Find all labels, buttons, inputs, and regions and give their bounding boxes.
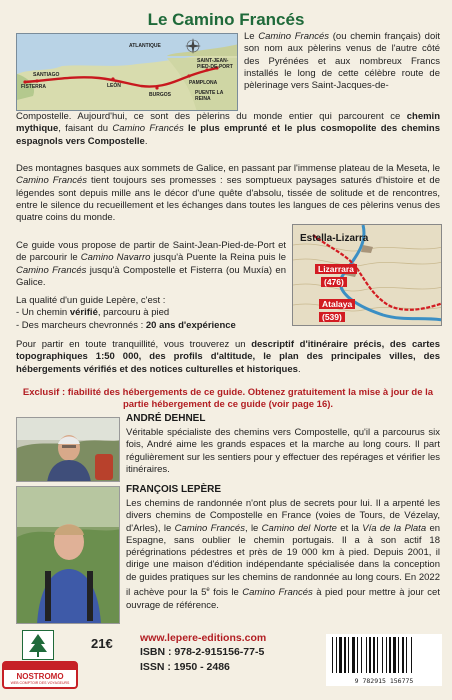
quality-heading: La qualité d'un guide Lepère, c'est : xyxy=(16,295,166,306)
itinerary-paragraph: Ce guide vous propose de partir de Saint-Jean-Pied-de-Port et de parcourir le Camino Navarro jusqu'à Puente la Reina puis le Camino Francés jusqu'à Compostelle et Fisterra (ou Muxía) en Galice. xyxy=(16,240,286,288)
barcode-bar xyxy=(377,637,378,673)
publisher-website-link[interactable]: www.lepere-editions.com xyxy=(140,632,267,644)
barcode-bar xyxy=(382,637,383,673)
barcode-bar xyxy=(386,637,387,673)
map-label-fisterra: FISTERRA xyxy=(21,84,46,90)
map-label-burgos: BURGOS xyxy=(149,92,171,98)
author-photo-andre xyxy=(16,417,120,482)
barcode-bar xyxy=(339,637,342,673)
page-title: Le Camino Francés xyxy=(147,10,305,29)
store-name: NOSTROMO xyxy=(16,672,64,681)
barcode-bar xyxy=(398,637,399,673)
topo-label-estella: Estella-Lizarra xyxy=(300,233,369,244)
barcode-bar xyxy=(361,637,362,673)
barcode-bar xyxy=(357,637,358,673)
barcode-bars xyxy=(330,637,438,675)
author1-bio: Véritable spécialiste des chemins vers Compostelle, qu'il a parcourus six fois, André aime les grands espaces et la marche au long cours. Il part régulièrement sur les sentiers pour y effectuer des repérages et vérifier les itinéraires. xyxy=(126,427,440,475)
issn: ISSN : 1950 - 2486 xyxy=(140,661,230,673)
description-paragraph: Des montagnes basques aux sommets de Galice, en passant par l'immense plateau de la Meseta, le Camino Francés tient toujours ses promesses : ses somptueux paysages saturés d'histoire et de légendes sont depuis mille ans le décor d'une quête d'absolu, tissée de solitude et de rencontres, entre le silence du recueillement et les échanges dans toutes les langues de ces pèlerins venus des quatre coins du monde. xyxy=(16,163,440,224)
route-map xyxy=(16,33,238,111)
barcode-bar xyxy=(406,637,407,673)
barcode-bar xyxy=(393,637,396,673)
barcode-bar xyxy=(344,637,346,673)
author-photo-francois xyxy=(16,486,120,624)
topo-label-lizarrara-alt: (476) xyxy=(321,277,347,287)
contents-paragraph: Pour partir en toute tranquillité, vous trouverez un descriptif d'itinéraire précis, des cartes topographiques 1:50 000, des profils d'altitude, le plan des principales villes, des hébergements vérifiés et des notices culturelles et historiques. xyxy=(16,339,440,375)
store-tagline: WEB COMPTOIR DES VOYAGEURS xyxy=(10,681,70,685)
barcode-bar xyxy=(411,637,412,673)
isbn: ISBN : 978-2-915156-77-5 xyxy=(140,646,265,658)
store-badge xyxy=(2,661,78,689)
exclusive-notice: Exclusif : fiabilité des hébergements de ce guide. Obtenez gratuitement la mise à jour de la partie hébergement de ce guide (voir page 16). xyxy=(22,387,434,411)
quality-item-experience: - Des marcheurs chevronnés : 20 ans d'expérience xyxy=(16,319,236,331)
map-label-leon: LEÓN xyxy=(107,83,121,89)
author2-bio: Les chemins de randonnée n'ont plus de secrets pour lui. Il a arpenté les divers chemins de Compostelle en France (voies de Tours, de Vézelay, d'Arles), le Camino Francés, le Camino del Norte et la Vía de la Plata en Espagne, sans oublier le chemin portugais. Il a à son actif 18 pérégrinations pédestres et près de 19 000 km à pied. Depuis 2001, il dirige une maison d'édition indépendante spécialisée dans la conception de guides pratiques sur les chemins de randonnée au long cours. En 2022 il achève pour la 5e fois le Camino Francés à pied pour mettre à jour cet ouvrage de référence. xyxy=(126,498,441,611)
map-label-saint-jean: SAINT-JEAN-PIED-DE-PORT xyxy=(197,58,233,70)
author1-name: ANDRÉ DEHNEL xyxy=(126,413,206,424)
barcode-digits: 9 782915 156775 xyxy=(354,677,414,685)
intro-paragraph-top: Le Camino Francés (ou chemin français) doit son nom aux pèlerins venus de l'autre côté des Pyrénées et aux nombreux Francs installés le long de cette célèbre route de pèlerinage vers Saint-Jacques-de- xyxy=(244,31,440,92)
fsc-logo-icon xyxy=(22,630,54,660)
topo-label-atalaya: Atalaya xyxy=(319,299,355,309)
map-label-pamplona: PAMPLONA xyxy=(189,80,218,86)
quality-item-verified: - Un chemin vérifié, parcouru à pied xyxy=(16,307,170,319)
barcode-bar xyxy=(389,637,391,673)
quality-list xyxy=(16,295,286,332)
topo-label-atalaya-alt: (539) xyxy=(319,312,345,322)
barcode-bar xyxy=(336,637,337,673)
price: 21€ xyxy=(91,636,113,651)
map-label-santiago: SANTIAGO xyxy=(33,72,60,78)
author2-name: FRANÇOIS LEPÈRE xyxy=(126,484,222,495)
barcode xyxy=(326,634,442,686)
topo-map-excerpt xyxy=(292,224,442,326)
intro-paragraph-continued: Compostelle. Aujourd'hui, ce sont des pèlerins du monde entier qui parcourent ce chemin mythique, faisant du Camino Francés le plus emprunté et le plus cosmopolite des chemins espagnols vers Compostelle. xyxy=(16,111,440,147)
map-label-sea: ATLANTIQUE xyxy=(129,43,161,49)
barcode-bar xyxy=(373,637,375,673)
barcode-bar xyxy=(366,637,367,673)
barcode-bar xyxy=(402,637,404,673)
store-badge-cap xyxy=(4,662,76,670)
barcode-bar xyxy=(369,637,371,673)
barcode-bar xyxy=(348,637,349,673)
barcode-bar xyxy=(352,637,355,673)
topo-label-lizarrara: Lizarrara xyxy=(315,264,357,274)
barcode-bar xyxy=(332,637,333,673)
map-label-puente-la-reina: PUENTE LA REINA xyxy=(195,90,224,102)
